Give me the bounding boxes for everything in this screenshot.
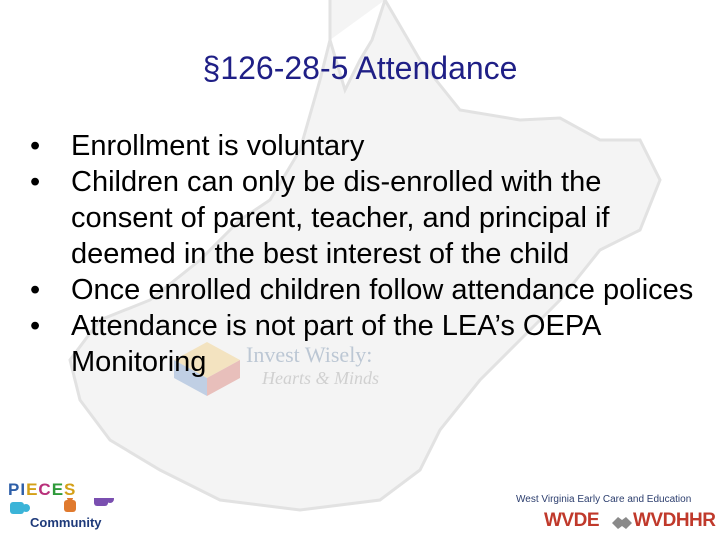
handshake-icon — [610, 509, 634, 533]
slide-title: §126-28-5 Attendance — [202, 50, 518, 86]
wvdhhr-wordmark: WVDHHR — [633, 510, 716, 531]
bullet-item — [30, 308, 700, 380]
bullet-text: Attendance is not part of the LEA’s OEPA Monitoring — [71, 310, 600, 378]
wv-early-care-logo — [516, 494, 720, 540]
watermark-line-2: Hearts & Minds — [262, 368, 379, 388]
bullet-item — [30, 128, 700, 164]
pieces-letter: E — [51, 480, 65, 499]
bullet-text: Children can only be dis-enrolled with the consent of parent, teacher, and principal if deemed in the best interest of the child — [71, 166, 610, 270]
wvde-wordmark: WVDE — [544, 510, 599, 531]
bullet-marker: • — [30, 310, 41, 342]
bullet-item — [30, 272, 700, 308]
bullet-text: Enrollment is voluntary — [71, 130, 365, 162]
bullet-text: Once enrolled children follow attendance polices — [71, 274, 694, 306]
bullet-marker: • — [30, 130, 41, 162]
watermark-line-1: Invest Wisely: — [246, 342, 373, 367]
bullet-item — [30, 164, 700, 272]
wv-tagline: West Virginia Early Care and Education — [516, 494, 692, 505]
bullet-marker: • — [30, 274, 41, 306]
pieces-wordmark — [8, 480, 76, 500]
pieces-letter: C — [38, 480, 52, 499]
bullet-marker: • — [30, 166, 41, 198]
community-label: Community — [30, 515, 102, 530]
pieces-community-logo — [4, 478, 122, 536]
pieces-letter: PI — [8, 480, 27, 499]
pieces-letter: S — [64, 480, 77, 499]
bullet-list — [30, 128, 700, 380]
pieces-letter: E — [26, 480, 39, 499]
